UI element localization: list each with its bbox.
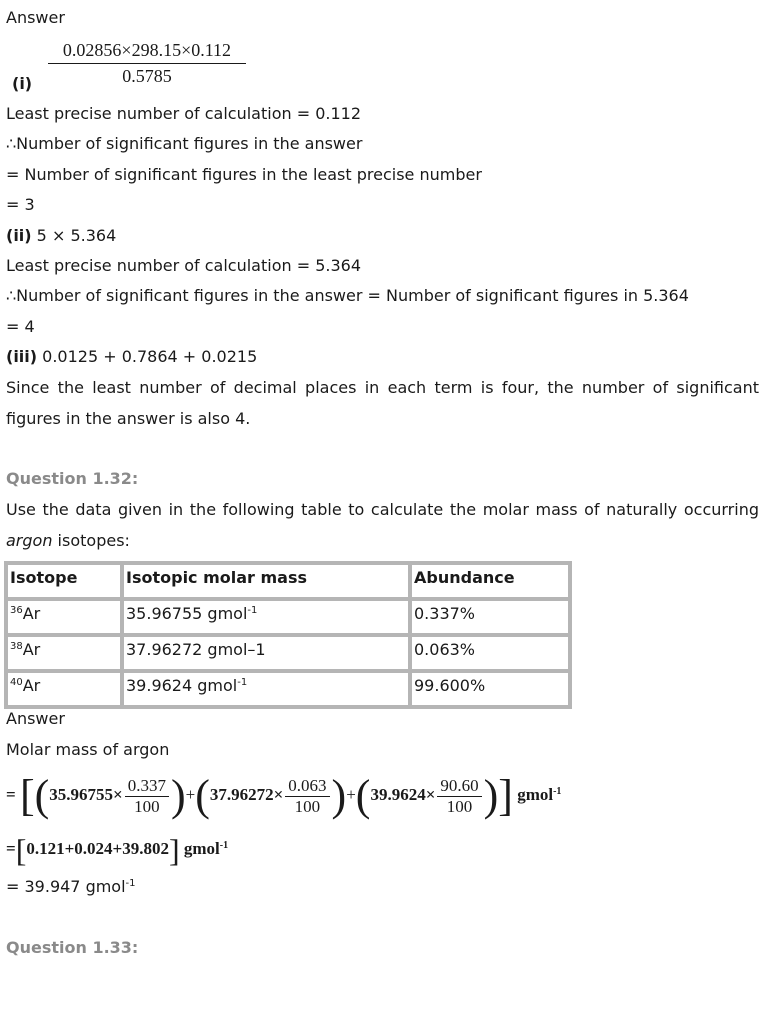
table-row bbox=[6, 635, 570, 671]
table-row bbox=[6, 599, 570, 635]
molar-mass-equation: = [(35.96755× $\frac{0.337}{100}$ )+(37.96272× $\frac{0.063}{100}$ )+(39.9624× $\frac{90.60}{100}$ )] gmol$^{-1}$ bbox=[6, 771, 562, 820]
part-i-line-2: ∴Number of significant figures in the answer bbox=[6, 134, 363, 153]
molar-mass-cell: 37.96272 gmol–1 bbox=[122, 635, 410, 671]
part-ii-label: (ii) bbox=[6, 226, 32, 245]
molar-mass-cell: 35.96755 gmol$^{-1}$ bbox=[122, 599, 410, 635]
fraction-9060: $\frac{90.60}{100}$ bbox=[437, 776, 481, 817]
argon-italic: argon bbox=[6, 531, 53, 550]
molar-mass-cell: 39.9624 gmol$^{-1}$ bbox=[122, 671, 410, 707]
table-header-row bbox=[6, 563, 570, 599]
abundance-cell: 0.063% bbox=[410, 635, 570, 671]
part-i-line-1: Least precise number of calculation = 0.112 bbox=[6, 104, 362, 123]
header-abundance: Abundance bbox=[410, 563, 570, 599]
part-i-line-4: = 3 bbox=[6, 195, 35, 214]
abundance-cell: 0.337% bbox=[410, 599, 570, 635]
sum-equation: =[0.121+0.024+39.802] gmol$^{-1}$ bbox=[6, 832, 229, 868]
final-result: = 39.947 gmol$^{-1}$ bbox=[6, 877, 136, 896]
header-molar-mass: Isotopic molar mass bbox=[122, 563, 410, 599]
part-ii-line-2: ∴Number of significant figures in the answer = Number of significant figures in 5.364 bbox=[6, 286, 689, 305]
part-iii-row bbox=[6, 347, 257, 367]
abundance-cell: 99.600% bbox=[410, 671, 570, 707]
part-i-label: (i) bbox=[12, 74, 33, 93]
isotope-table bbox=[4, 561, 572, 709]
isotope-cell: $^{40}$Ar bbox=[6, 671, 122, 707]
part-iii-label: (iii) bbox=[6, 347, 38, 366]
part-iii-expression: 0.0125 + 0.7864 + 0.0215 bbox=[37, 347, 258, 366]
fraction-0337: $\frac{0.337}{100}$ bbox=[125, 776, 169, 817]
part-ii-line-3: = 4 bbox=[6, 317, 35, 336]
part-ii-expression: 5 × 5.364 bbox=[31, 226, 117, 245]
fraction-0063: $\frac{0.063}{100}$ bbox=[285, 776, 329, 817]
part-i-line-3: = Number of significant figures in the least precise number bbox=[6, 165, 482, 184]
part-ii-row bbox=[6, 226, 116, 246]
table-row bbox=[6, 671, 570, 707]
isotope-cell: $^{36}$Ar bbox=[6, 599, 122, 635]
isotope-cell: $^{38}$Ar bbox=[6, 635, 122, 671]
header-isotope: Isotope bbox=[6, 563, 122, 599]
part-iii-paragraph: Since the least number of decimal places in each term is four, the number of significant figures in the answer is also 4. bbox=[6, 378, 759, 428]
part-ii-line-1: Least precise number of calculation = 5.364 bbox=[6, 256, 362, 275]
question-1-32-text: Use the data given in the following table to calculate the molar mass of naturally occurring argon isotopes: bbox=[6, 500, 759, 550]
answer-heading-2: Answer bbox=[6, 709, 65, 728]
answer-heading: Answer bbox=[6, 8, 65, 27]
fraction-i-numerator: 0.02856×298.15×0.112 bbox=[48, 40, 246, 64]
fraction-i-denominator: 0.5785 bbox=[122, 66, 172, 86]
molar-mass-label: Molar mass of argon bbox=[6, 740, 170, 759]
question-1-32-heading: Question 1.32: bbox=[6, 469, 139, 488]
fraction-i bbox=[48, 40, 246, 87]
question-1-33-heading: Question 1.33: bbox=[6, 938, 139, 957]
